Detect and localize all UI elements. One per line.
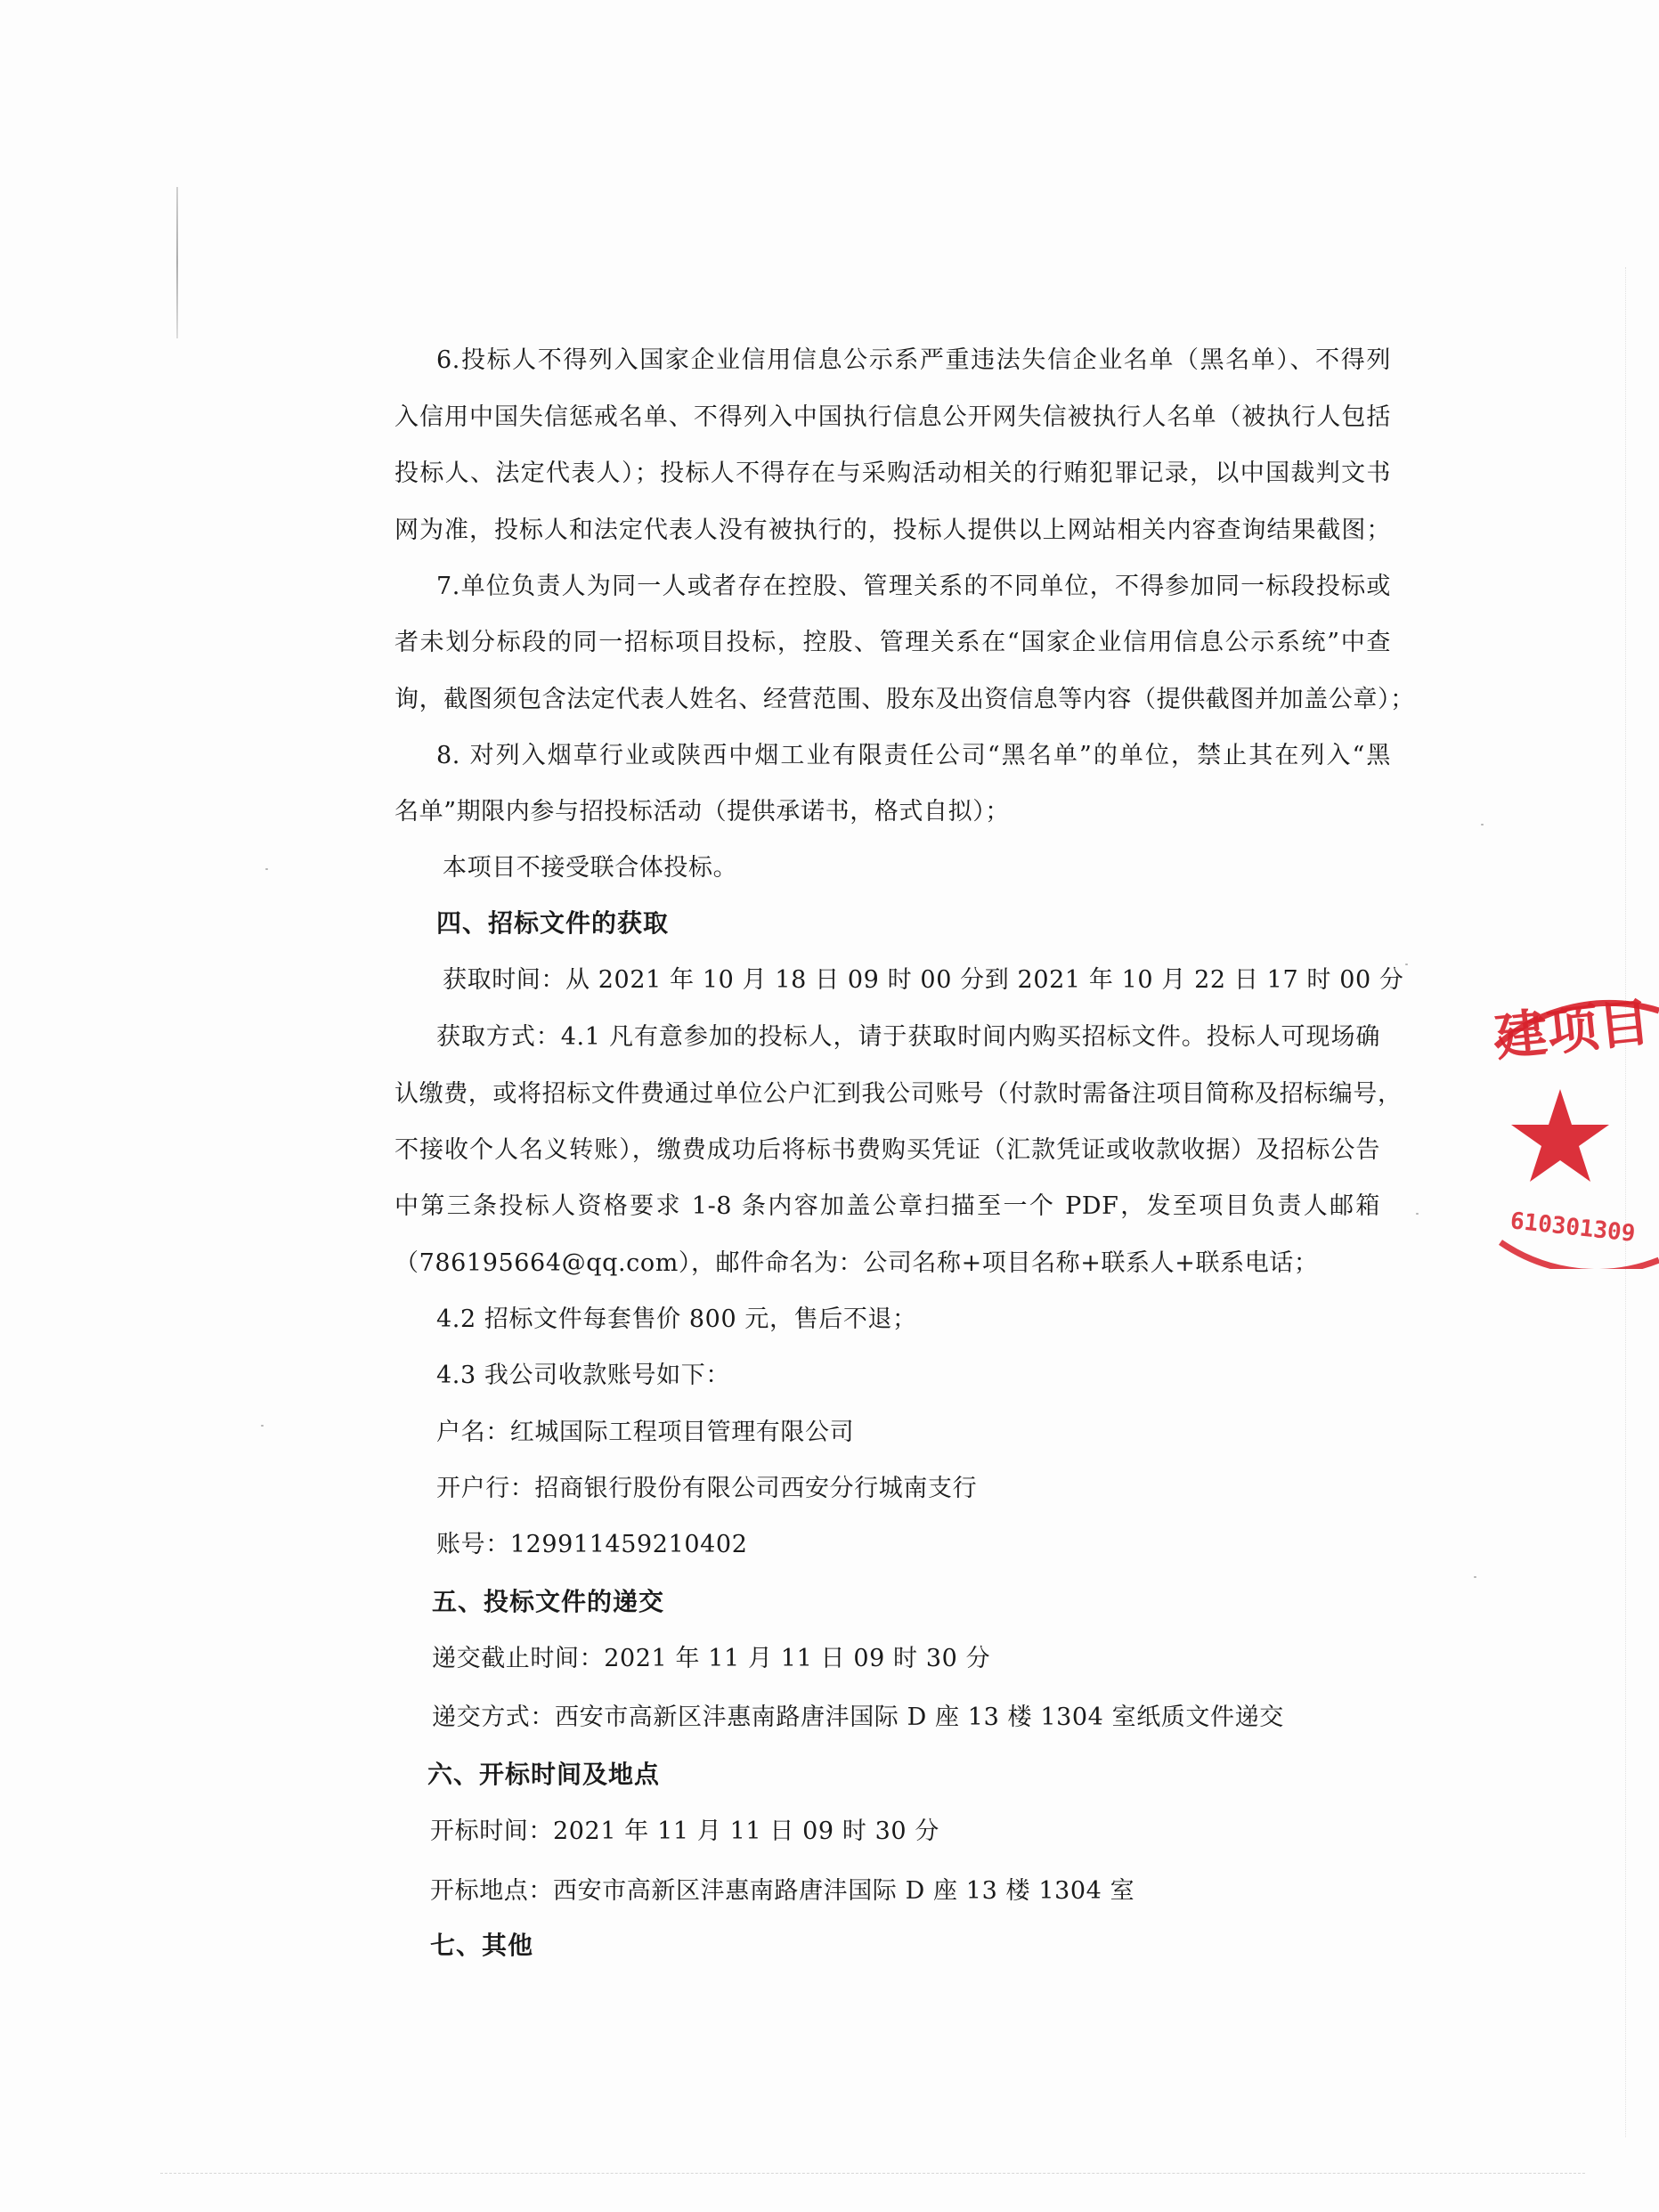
text-line: 本项目不接受联合体投标。: [443, 854, 738, 882]
text-line: 询，截图须包含法定代表人姓名、经营范围、股东及出资信息等内容（提供截图并加盖公章）；: [394, 686, 1415, 713]
scan-speck: [1416, 1213, 1419, 1215]
text-line: 名单”期限内参与招投标活动（提供承诺书，格式自拟）；: [394, 798, 1010, 825]
text-line: 7.单位负责人为同一人或者存在控股、管理关系的不同单位，不得参加同一标段投标或: [436, 573, 1391, 600]
text-line: 递交截止时间：2021 年 11 月 11 日 09 时 30 分: [432, 1645, 991, 1672]
text-line: 获取时间：从 2021 年 10 月 18 日 09 时 00 分到 2021 年 10 月 22 日 17 时 00 分: [443, 966, 1404, 994]
text-line: 6.投标人不得列入国家企业信用信息公示系严重违法失信企业名单（黑名单）、不得列: [436, 346, 1391, 374]
text-line: 4.2 招标文件每套售价 800 元，售后不退；: [436, 1305, 917, 1333]
text-line: 账号：129911459210402: [436, 1531, 748, 1558]
text-line: 开标地点：西安市高新区沣惠南路唐沣国际 D 座 13 楼 1304 室: [430, 1877, 1135, 1905]
section-heading: 七、其他: [430, 1931, 534, 1960]
scan-speck: [1474, 1576, 1476, 1578]
scan-speck: [265, 868, 268, 870]
seal-number-text: 610301309: [1509, 1208, 1637, 1248]
scan-speck: [1405, 964, 1408, 965]
text-line: 网为准，投标人和法定代表人没有被执行的，投标人提供以上网站相关内容查询结果截图；: [394, 516, 1391, 544]
text-line: 开标时间：2021 年 11 月 11 日 09 时 30 分: [430, 1818, 939, 1845]
text-line: 获取方式：4.1 凡有意参加的投标人，请于获取时间内购买招标文件。投标人可现场确: [436, 1023, 1380, 1051]
section-heading: 四、招标文件的获取: [436, 908, 670, 938]
text-line: 递交方式：西安市高新区沣惠南路唐沣国际 D 座 13 楼 1304 室纸质文件递交: [432, 1704, 1284, 1731]
scan-speck: [261, 1425, 264, 1427]
scan-edge-mark: [176, 187, 178, 338]
text-line: 户名：红城国际工程项目管理有限公司: [436, 1419, 855, 1446]
text-line: 4.3 我公司收款账号如下：: [436, 1362, 730, 1389]
text-line: 认缴费，或将招标文件费通过单位公户汇到我公司账号（付款时需备注项目简称及招标编号，: [394, 1080, 1403, 1108]
section-heading: 六、开标时间及地点: [427, 1760, 661, 1789]
text-line: 开户行：招商银行股份有限公司西安分行城南支行: [436, 1475, 978, 1502]
section-heading: 五、投标文件的递交: [432, 1587, 665, 1616]
company-seal: [1460, 975, 1659, 1269]
text-line: 8. 对列入烟草行业或陕西中烟工业有限责任公司“黑名单”的单位，禁止其在列入“黑: [436, 742, 1391, 769]
text-line: （786195664@qq.com），邮件命名为：公司名称+项目名称+联系人+联系电话；: [394, 1249, 1319, 1277]
text-line: 不接收个人名义转账），缴费成功后将标书费购买凭证（汇款凭证或收款收据）及招标公告: [394, 1136, 1380, 1164]
text-line: 投标人、法定代表人）；投标人不得存在与采购活动相关的行贿犯罪记录，以中国裁判文书: [394, 459, 1391, 487]
text-line: 者未划分标段的同一招标项目投标，控股、管理关系在“国家企业信用信息公示系统”中查: [394, 629, 1391, 656]
text-line: 入信用中国失信惩戒名单、不得列入中国执行信息公开网失信被执行人名单（被执行人包括: [394, 403, 1391, 431]
scan-speck: [1481, 824, 1484, 825]
text-line: 中第三条投标人资格要求 1-8 条内容加盖公章扫描至一个 PDF，发至项目负责人邮箱: [394, 1192, 1380, 1220]
scan-edge-mark: [160, 2173, 1585, 2175]
seal-top-text: 建项目: [1492, 991, 1654, 1069]
seal-star-icon: [1511, 1089, 1609, 1182]
